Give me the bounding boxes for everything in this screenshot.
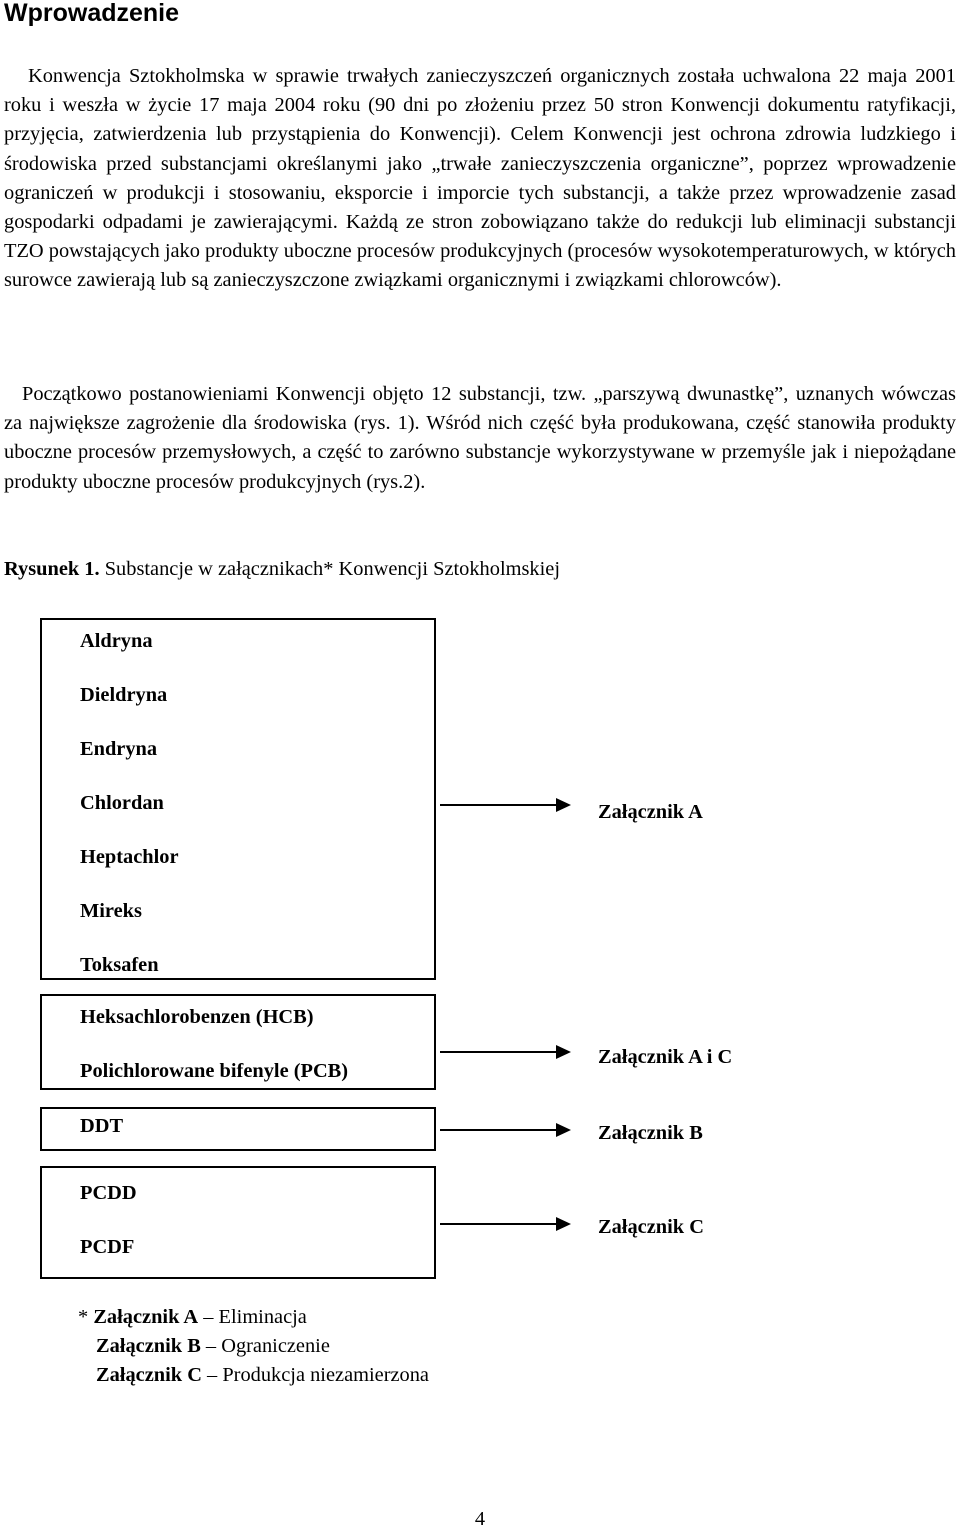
substance-item: Endryna xyxy=(80,738,158,760)
section-heading: Wprowadzenie xyxy=(4,0,180,27)
arrow-right-icon xyxy=(440,1042,572,1062)
annex-a-substances-box xyxy=(40,618,436,980)
footnote-row-a xyxy=(78,1303,429,1332)
footnote-row-b xyxy=(78,1332,429,1361)
annex-b-substances-box xyxy=(40,1107,436,1151)
substance-item: Toksafen xyxy=(80,954,159,976)
substance-item: Mireks xyxy=(80,900,142,922)
substance-item: Chlordan xyxy=(80,792,164,814)
arrow-right-icon xyxy=(440,1120,572,1140)
figure-title: Substancje w załącznikach* Konwencji Sztokholmskiej xyxy=(104,558,560,580)
annex-c-substances-box xyxy=(40,1166,436,1279)
substance-item: Polichlorowane bifenyle (PCB) xyxy=(80,1060,349,1082)
second-paragraph: Początkowo postanowieniami Konwencji objęto 12 substancji, tzw. „parszywą dwunastkę”, uznanych wówczas za największe zagrożenie dla środowiska (rys. 1). Wśród nich część była produkowana, część stanowiła produkty uboczne procesów przemysłowych, a część to zarówno substancje wykorzystywane w przemyśle jak i niepożądane produkty uboczne procesów produkcyjnych (rys.2). xyxy=(4,383,956,493)
figure-footnote xyxy=(78,1303,429,1390)
substance-item: Heksachlorobenzen (HCB) xyxy=(80,1006,314,1028)
footnote-star: * xyxy=(78,1306,89,1328)
annex-a-label: Załącznik A xyxy=(598,801,703,823)
footnote-annex-a-label: Załącznik A xyxy=(93,1306,199,1328)
footnote-annex-b-label: Załącznik B xyxy=(96,1335,201,1357)
arrow-right-icon xyxy=(440,795,572,815)
page-number: 4 xyxy=(474,1508,486,1530)
annex-c-label: Załącznik C xyxy=(598,1216,704,1238)
substance-item: PCDD xyxy=(80,1182,137,1204)
substance-item: Dieldryna xyxy=(80,684,168,706)
substance-item: Heptachlor xyxy=(80,846,179,868)
footnote-row-c xyxy=(78,1361,429,1390)
arrow-right-icon xyxy=(440,1214,572,1234)
footnote-annex-c-label: Załącznik C xyxy=(96,1364,202,1386)
annex-b-label: Załącznik B xyxy=(598,1122,703,1144)
footnote-annex-a-text: – Eliminacja xyxy=(203,1306,307,1328)
figure-caption xyxy=(4,555,560,584)
annex-ac-label: Załącznik A i C xyxy=(598,1046,733,1068)
footnote-annex-c-text: – Produkcja niezamierzona xyxy=(207,1364,429,1386)
annex-ac-substances-box xyxy=(40,994,436,1090)
intro-paragraph: Konwencja Sztokholmska w sprawie trwałych zanieczyszczeń organicznych została uchwalona 22 maja 2001 roku i weszła w życie 17 maja 2004 roku (90 dni po złożeniu przez 50 stron Konwencji dokumentu ratyfikacji, przyjęcia, zatwierdzenia lub przystąpienia do Konwencji). Celem Konwencji jest ochrona zdrowia ludzkiego i środowiska przed substancjami określanymi jako „trwałe zanieczyszczenia organiczne”, poprzez wprowadzenie ograniczeń w produkcji i stosowaniu, eksporcie i imporcie tych substancji, a także przez wprowadzenie zasad gospodarki odpadami je zawierającymi. Każdą ze stron zobowiązano także do redukcji lub eliminacji substancji TZO powstających jako produkty uboczne procesów produkcyjnych (procesów wysokotemperaturowych, w których surowce zawierają lub są zanieczyszczone związkami organicznymi i związkami chlorowców). xyxy=(4,65,956,292)
substance-item: Aldryna xyxy=(80,630,153,652)
figure-label: Rysunek 1. xyxy=(4,558,100,580)
substance-item: DDT xyxy=(80,1115,124,1137)
footnote-annex-b-text: – Ograniczenie xyxy=(205,1335,330,1357)
substance-item: PCDF xyxy=(80,1236,135,1258)
